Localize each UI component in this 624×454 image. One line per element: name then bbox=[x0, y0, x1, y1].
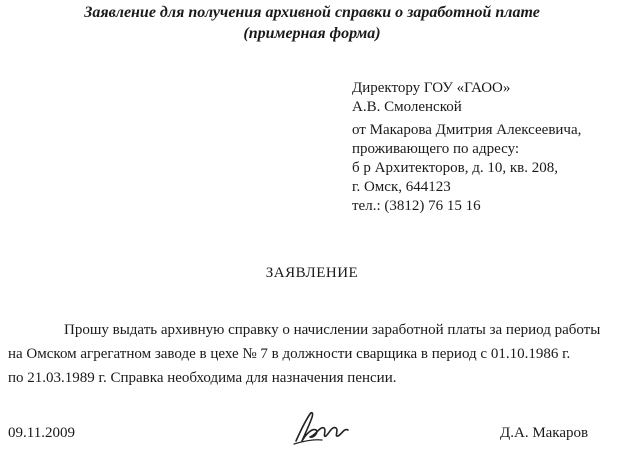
recipient-position: Директору ГОУ «ГАОО» bbox=[352, 80, 511, 96]
statement-line-2: на Омском агрегатном заводе в цехе № 7 в должности сварщика в период с 01.10.1986 г. bbox=[8, 346, 571, 362]
signer-name: Д.А. Макаров bbox=[500, 425, 589, 441]
sender-phone: тел.: (3812) 76 15 16 bbox=[352, 198, 481, 214]
sender-city: г. Омск, 644123 bbox=[352, 179, 451, 195]
statement-line-3: по 21.03.1989 г. Справка необходима для назначения пенсии. bbox=[8, 370, 397, 386]
document-date: 09.11.2009 bbox=[8, 425, 75, 441]
statement-line-1: Прошу выдать архивную справку о начислении заработной платы за период работы bbox=[64, 322, 601, 338]
sender-street: б р Архитекторов, д. 10, кв. 208, bbox=[352, 160, 558, 176]
recipient-name: А.В. Смоленской bbox=[352, 99, 462, 115]
handwritten-signature bbox=[292, 408, 354, 448]
document-subheading: (примерная форма) bbox=[243, 25, 381, 42]
statement-title: ЗАЯВЛЕНИЕ bbox=[265, 265, 359, 281]
sender-name: от Макарова Дмитрия Алексеевича, bbox=[352, 122, 582, 138]
sender-address-label: проживающего по адресу: bbox=[352, 141, 520, 157]
document-heading: Заявление для получения архивной справки о заработной плате bbox=[84, 4, 540, 21]
